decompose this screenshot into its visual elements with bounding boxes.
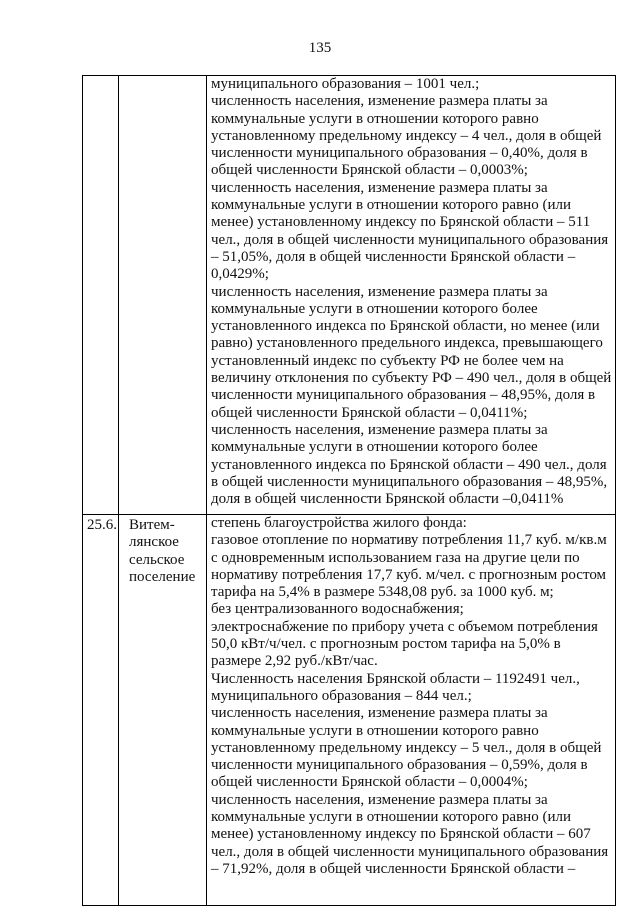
text-line: менее) установленному индексу по Брянской области – 607: [211, 826, 591, 843]
description-cell: [207, 76, 616, 515]
page-number: 135: [308, 40, 332, 56]
text-line: установленного индекса по Брянской области – 490 чел., доля: [211, 456, 607, 473]
text-line: равно) установленного предельного индекса, превышающего: [211, 335, 603, 352]
text-line: нормативу потребления 17,7 куб. м/чел. с прогнозным ростом: [211, 566, 607, 583]
text-line: менее) установленному индексу по Брянской области – 511: [211, 214, 591, 231]
text-line: общей численности Брянской области – 0,0004%;: [211, 774, 528, 791]
text-line: коммунальные услуги в отношении которого равно (или: [211, 197, 571, 214]
text-line: муниципального образования – 844 чел.;: [211, 687, 472, 704]
settlement-name-line: сельское: [129, 551, 185, 568]
text-line: 0,0429%;: [211, 266, 269, 283]
text-line: общей численности Брянской области – 0,0411%;: [211, 404, 528, 421]
text-line: численность населения, изменение размера платы за: [211, 705, 548, 722]
text-line: в общей численности муниципального образования – 48,95%,: [211, 473, 608, 490]
text-line: установленному предельному индексу – 4 чел., доля в общей: [211, 127, 602, 144]
text-line: численности муниципального образования – 0,40%, доля в: [211, 145, 588, 162]
text-line: коммунальные услуги в отношении которого более: [211, 300, 538, 317]
text-line: численности муниципального образования – 48,95%, доля в: [211, 387, 596, 404]
text-line: коммунальные услуги в отношении которого равно: [211, 110, 539, 127]
text-line: – 51,05%, доля в общей численности Брянской области –: [211, 248, 576, 265]
settlement-name-line: лянское: [129, 534, 179, 551]
settlement-name-cell: [119, 76, 207, 515]
text-line: газовое отопление по нормативу потребления 11,7 куб. м/кв.м: [211, 532, 607, 549]
settlement-name-cell: [119, 515, 207, 906]
text-line: – 71,92%, доля в общей численности Брянской области –: [211, 860, 576, 877]
text-line: размере 2,92 руб./кВт/час.: [211, 653, 378, 670]
table-row: [83, 515, 616, 906]
text-line: электроснабжение по прибору учета с объемом потребления: [211, 618, 598, 635]
row-number-cell: 25.6.: [83, 515, 119, 906]
row-number-cell: [83, 76, 119, 515]
text-line: чел., доля в общей численности муниципального образования: [211, 231, 609, 248]
text-line: 50,0 кВт/ч/чел. с прогнозным ростом тарифа на 5,0% в: [211, 636, 561, 653]
description-cell: [207, 515, 616, 906]
text-line: численность населения, изменение размера платы за: [211, 421, 548, 438]
table-row: [83, 76, 616, 515]
text-line: величину отклонения по субъекту РФ – 490 чел., доля в общей: [211, 370, 612, 387]
text-line: доля в общей численности Брянской области –0,0411%: [211, 491, 564, 508]
text-line: без централизованного водоснабжения;: [211, 601, 464, 618]
text-line: муниципального образования – 1001 чел.;: [211, 76, 480, 92]
text-line: чел., доля в общей численности муниципального образования: [211, 843, 609, 860]
settlement-name-line: Витем-: [129, 517, 175, 533]
text-line: с одновременным использованием газа на другие цели по: [211, 549, 580, 566]
text-line: коммунальные услуги в отношении которого равно: [211, 722, 539, 739]
text-line: установленному предельному индексу – 5 чел., доля в общей: [211, 739, 602, 756]
text-line: установленного индекса по Брянской области, но менее (или: [211, 318, 600, 335]
text-line: коммунальные услуги в отношении которого равно (или: [211, 809, 571, 826]
text-line: численность населения, изменение размера платы за: [211, 179, 548, 196]
document-table: [82, 75, 616, 906]
settlement-name-line: поселение: [129, 568, 196, 585]
text-line: установленный индекс по субъекту РФ не более чем на: [211, 352, 564, 369]
text-line: тарифа на 5,4% в размере 5348,08 руб. за 1000 куб. м;: [211, 584, 554, 601]
text-line: Численность населения Брянской области – 1192491 чел.,: [211, 670, 580, 687]
text-line: численности муниципального образования – 0,59%, доля в: [211, 757, 588, 774]
text-line: коммунальные услуги в отношении которого более: [211, 439, 538, 456]
text-line: численность населения, изменение размера платы за: [211, 283, 548, 300]
text-line: степень благоустройства жилого фонда:: [211, 515, 467, 531]
text-line: общей численности Брянской области – 0,0003%;: [211, 162, 528, 179]
text-line: численность населения, изменение размера платы за: [211, 791, 548, 808]
text-line: численность населения, изменение размера платы за: [211, 93, 548, 110]
